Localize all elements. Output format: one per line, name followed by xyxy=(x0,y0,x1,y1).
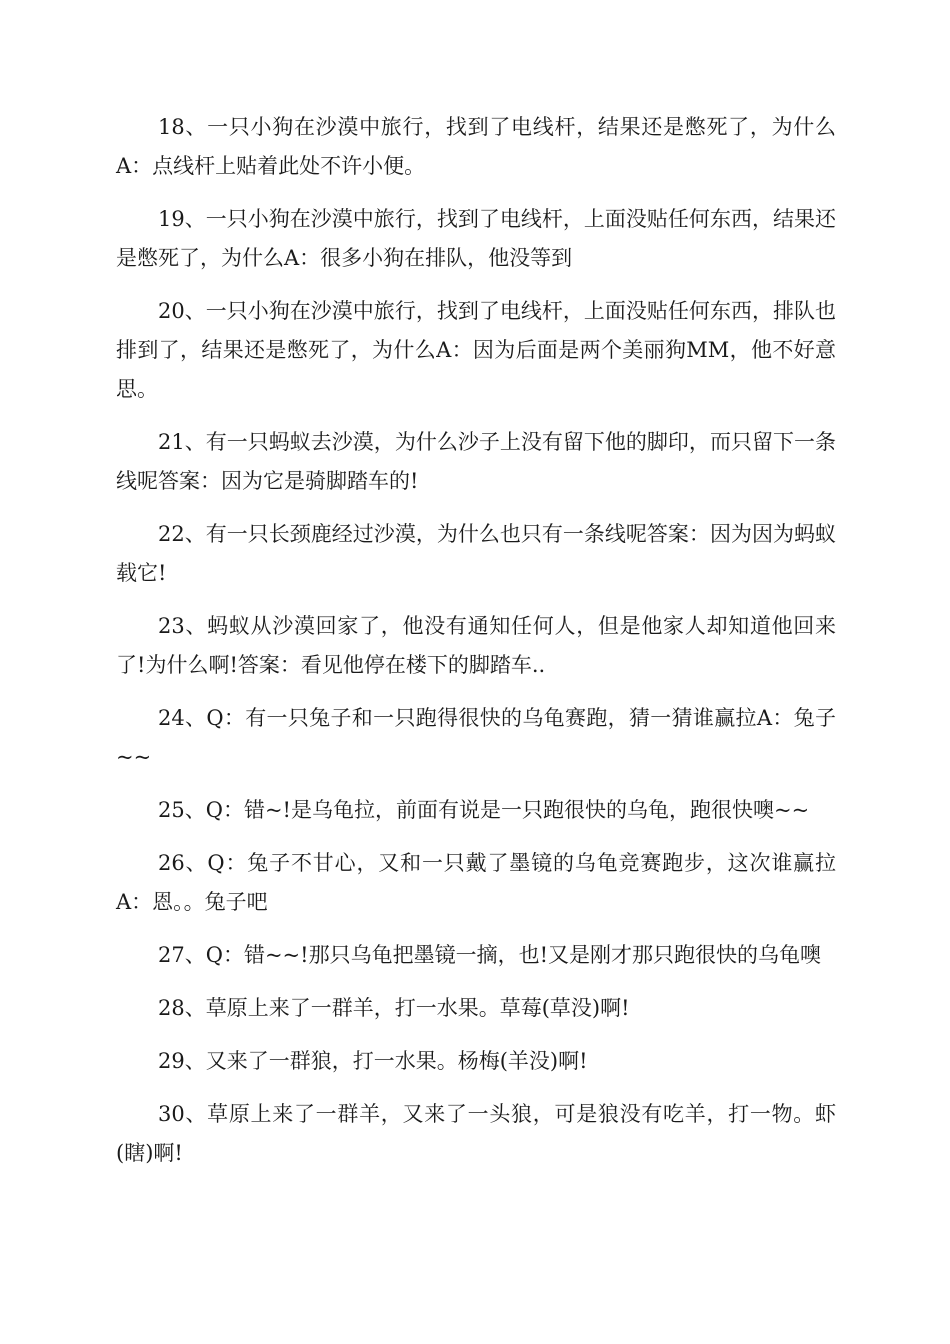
document-body xyxy=(116,108,836,1187)
paragraph-24: 24、Q：有一只兔子和一只跑得很快的乌龟赛跑，猜一猜谁赢拉A：兔子~~ xyxy=(116,706,836,769)
paragraph-26: 26、Q：兔子不甘心，又和一只戴了墨镜的乌龟竞赛跑步，这次谁赢拉A：恩。。兔子吧 xyxy=(116,851,836,914)
paragraph-29: 29、又来了一群狼，打一水果。杨梅(羊没)啊! xyxy=(158,1049,588,1073)
paragraph-23: 23、蚂蚁从沙漠回家了，他没有通知任何人，但是他家人却知道他回来了!为什么啊!答案：看见他停在楼下的脚踏车.. xyxy=(116,614,836,677)
paragraph-21: 21、有一只蚂蚁去沙漠，为什么沙子上没有留下他的脚印，而只留下一条线呢答案：因为它是骑脚踏车的! xyxy=(116,430,836,493)
paragraph-28: 28、草原上来了一群羊，打一水果。草莓(草没)啊! xyxy=(158,996,630,1020)
paragraph-19: 19、一只小狗在沙漠中旅行，找到了电线杆，上面没贴任何东西，结果还是憋死了，为什么A：很多小狗在排队，他没等到 xyxy=(116,207,836,270)
paragraph-27: 27、Q：错~~!那只乌龟把墨镜一摘，也!又是刚才那只跑很快的乌龟噢 xyxy=(158,943,822,967)
paragraph-22: 22、有一只长颈鹿经过沙漠，为什么也只有一条线呢答案：因为因为蚂蚁载它! xyxy=(116,522,836,585)
paragraph-18: 18、一只小狗在沙漠中旅行，找到了电线杆，结果还是憋死了，为什么A：点线杆上贴着此处不许小便。 xyxy=(116,115,836,178)
paragraph-30: 30、草原上来了一群羊，又来了一头狼，可是狼没有吃羊，打一物。虾(瞎)啊! xyxy=(116,1102,836,1165)
paragraph-25: 25、Q：错~!是乌龟拉，前面有说是一只跑很快的乌龟，跑很快噢~~ xyxy=(158,798,810,822)
paragraph-20: 20、一只小狗在沙漠中旅行，找到了电线杆，上面没贴任何东西，排队也排到了，结果还是憋死了，为什么A：因为后面是两个美丽狗MM，他不好意思。 xyxy=(116,299,836,401)
